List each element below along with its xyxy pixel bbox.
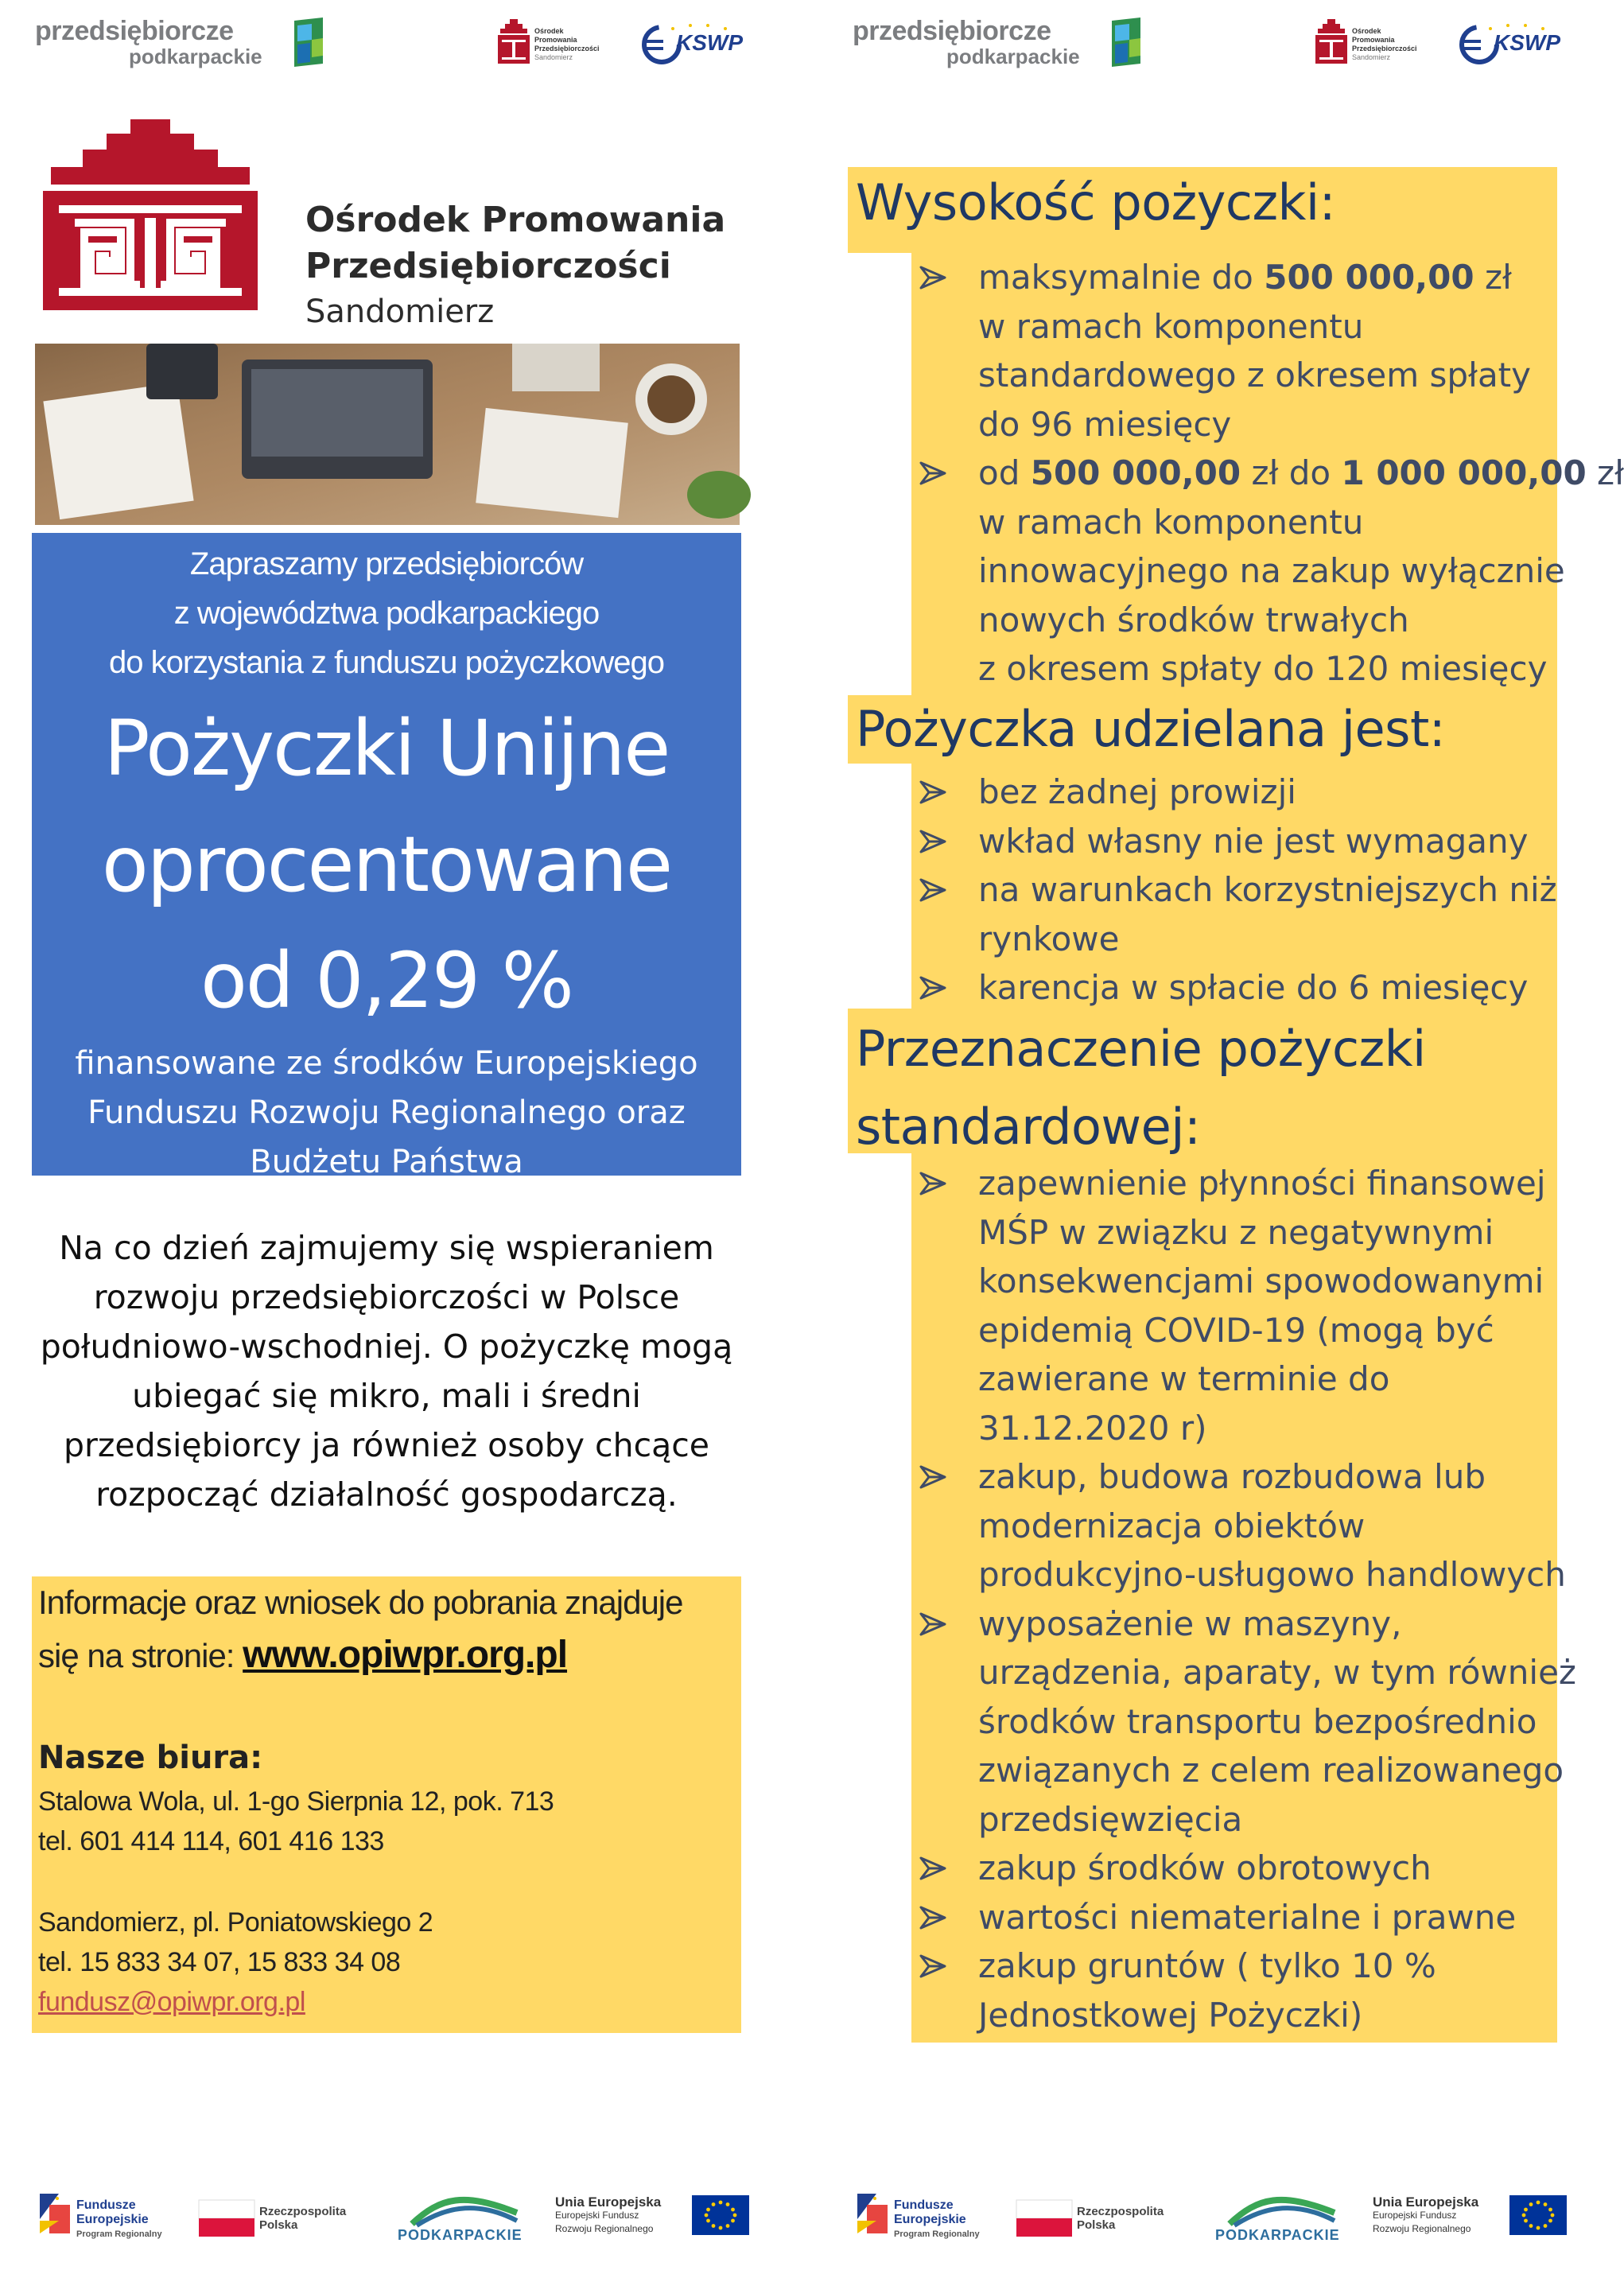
list-item <box>913 1306 1576 1355</box>
list-text: maksymalnie do <box>978 258 1265 297</box>
fundusze-europejskie-icon <box>853 2189 891 2237</box>
financing-line: Funduszu Rozwoju Regionalnego oraz <box>87 1094 686 1131</box>
list-text: zł do <box>1241 453 1342 492</box>
list-item <box>913 1550 1576 1600</box>
opp-emblem-icon <box>43 119 258 310</box>
list-text: nowych środków trwałych <box>978 600 1409 639</box>
list-text: Jednostkowej Pożyczki) <box>978 1995 1363 2035</box>
terms-list <box>913 768 1557 1013</box>
list-item <box>913 963 1557 1013</box>
contact-box <box>32 1576 741 2033</box>
rp-label: Polska <box>259 2218 298 2232</box>
arrow-bullet-icon <box>919 1844 956 1892</box>
arrow-bullet-icon <box>919 253 956 301</box>
opp-small-label: Sandomierz <box>1352 53 1391 61</box>
list-text: standardowego z okresem spłaty <box>978 356 1532 395</box>
list-item <box>913 1844 1576 1893</box>
kswp-text: KSWP <box>676 30 743 55</box>
list-item <box>913 302 1624 352</box>
purpose-list <box>913 1159 1576 2039</box>
list-item <box>913 1355 1576 1404</box>
about-line: rozwoju przedsiębiorczości w Polsce <box>93 1278 680 1316</box>
list-text: zakup środków obrotowych <box>978 1848 1432 1887</box>
ue-label: Unia Europejska <box>1373 2194 1479 2210</box>
list-text: 500 000,00 <box>1264 258 1474 297</box>
fe-label: Europejskie <box>76 2213 149 2226</box>
headline-line: od 0,29 % <box>200 936 573 1025</box>
list-item <box>913 253 1624 302</box>
info-line-1: Informacje oraz wniosek do pobrania znajduje <box>38 1584 683 1621</box>
arrow-bullet-icon <box>919 449 956 497</box>
list-item <box>913 1746 1576 1795</box>
office-2-address: Sandomierz, pl. Poniatowskiego 2 <box>38 1907 433 1938</box>
list-text: rynkowe <box>978 919 1120 958</box>
footer-logos <box>853 2189 1568 2260</box>
opp-small-label: Ośrodek Promowania <box>534 27 577 44</box>
brand-line-2: podkarpackie <box>129 45 262 68</box>
list-item <box>913 1942 1576 1991</box>
podkarpackie-text: PODKARPACKIE <box>398 2227 523 2243</box>
about-line: południowo-wschodniej. O pożyczkę mogą <box>40 1327 733 1366</box>
intro-text <box>32 539 741 687</box>
list-text: konsekwencjami spowodowanymi <box>978 1261 1544 1300</box>
list-text: zawierane w terminie do <box>978 1359 1390 1398</box>
opp-name-line-3: Sandomierz <box>305 293 495 330</box>
ue-label: Europejski Fundusz <box>1373 2210 1457 2221</box>
list-text: zł <box>1586 453 1624 492</box>
footer-logos <box>35 2189 751 2260</box>
promo-banner <box>32 533 741 1180</box>
list-text: bez żadnej prowizji <box>978 772 1296 811</box>
section-heading-purpose-1: Przeznaczenie pożyczki <box>856 1020 1426 1078</box>
list-item <box>913 1697 1576 1747</box>
list-item <box>913 817 1557 866</box>
fe-label: Program Regionalny <box>894 2229 980 2239</box>
section-heading-terms: Pożyczka udzielana jest: <box>856 700 1446 758</box>
list-item <box>913 351 1624 400</box>
list-item <box>913 1991 1576 2040</box>
opp-small-label: Przedsiębiorczości <box>1352 45 1417 52</box>
website-link[interactable]: www.opiwpr.org.pl <box>243 1634 568 1676</box>
list-text: na warunkach korzystniejszych niż <box>978 870 1557 909</box>
intro-line: do korzystania z funduszu pożyczkowego <box>109 645 664 680</box>
about-line: przedsiębiorcy ja również osoby chcące <box>63 1426 709 1464</box>
list-text: środków transportu bezpośrednio <box>978 1701 1537 1741</box>
list-item <box>913 1159 1576 1208</box>
list-item <box>913 1404 1576 1453</box>
opp-small-emblem-icon <box>498 19 530 65</box>
list-text: w ramach komponentu <box>978 306 1364 346</box>
arrow-bullet-icon <box>919 817 956 865</box>
rp-label: Rzeczpospolita <box>259 2205 347 2218</box>
list-text: innowacyjnego na zakup wyłącznie <box>978 551 1565 590</box>
brand-leaf-icon <box>1109 17 1144 67</box>
podkarpackie-mountains-icon <box>409 2189 520 2227</box>
about-paragraph <box>32 1223 741 1519</box>
list-text: produkcyjno-usługowo handlowych <box>978 1555 1566 1594</box>
brand-line-1: przedsiębiorcze <box>35 16 234 46</box>
list-text: zł <box>1474 258 1512 297</box>
list-text: 500 000,00 <box>1030 453 1241 492</box>
arrow-bullet-icon <box>919 1600 956 1648</box>
opp-name-line-1: Ośrodek Promowania <box>305 200 726 240</box>
list-text: zapewnienie płynności finansowej <box>978 1164 1546 1203</box>
fe-label: Europejskie <box>894 2213 966 2226</box>
kswp-logo <box>641 22 744 70</box>
list-item <box>913 644 1624 694</box>
list-text: zakup gruntów ( tylko 10 % <box>978 1946 1436 1985</box>
arrow-bullet-icon <box>919 963 956 1012</box>
office-1-address: Stalowa Wola, ul. 1-go Sierpnia 12, pok. 713 <box>38 1786 554 1817</box>
brand-leaf-icon <box>291 17 326 67</box>
list-text: modernizacja obiektów <box>978 1506 1366 1545</box>
section-heading-purpose-2: standardowej: <box>856 1098 1201 1156</box>
list-item <box>913 1893 1576 1942</box>
list-item <box>913 768 1557 817</box>
list-text: urządzenia, aparaty, w tym również <box>978 1653 1576 1692</box>
list-item <box>913 1795 1576 1844</box>
section-heading-amount: Wysokość pożyczki: <box>856 173 1336 231</box>
polish-flag-icon <box>1016 2200 1072 2237</box>
about-line: ubiegać się mikro, mali i średni <box>132 1377 641 1415</box>
arrow-bullet-icon <box>919 1452 956 1501</box>
eu-flag-icon <box>692 2195 749 2235</box>
rp-label: Polska <box>1077 2218 1116 2232</box>
list-item <box>913 546 1624 596</box>
list-text: epidemią COVID-19 (mogą być <box>978 1310 1494 1350</box>
list-item <box>913 1648 1576 1697</box>
ue-label: Europejski Fundusz <box>555 2210 639 2221</box>
ue-label: Unia Europejska <box>555 2194 662 2210</box>
amount-list <box>913 253 1624 694</box>
list-item <box>913 596 1624 645</box>
list-item <box>913 1600 1576 1649</box>
list-text: karencja w spłacie do 6 miesięcy <box>978 968 1529 1007</box>
list-text: z okresem spłaty do 120 miesięcy <box>978 649 1548 688</box>
arrow-bullet-icon <box>919 1159 956 1207</box>
intro-line: z województwa podkarpackiego <box>173 596 600 631</box>
list-item <box>913 1208 1576 1258</box>
kswp-text: KSWP <box>1494 30 1560 55</box>
office-2-phone: tel. 15 833 34 07, 15 833 34 08 <box>38 1947 401 1977</box>
office-1-phone: tel. 601 414 114, 601 416 133 <box>38 1826 384 1856</box>
arrow-bullet-icon <box>919 865 956 914</box>
arrow-bullet-icon <box>919 768 956 816</box>
info-line-2: się na stronie: <box>38 1637 243 1674</box>
list-item <box>913 1502 1576 1551</box>
opp-small-label: Przedsiębiorczości <box>534 45 600 52</box>
list-item <box>913 1452 1576 1502</box>
list-item <box>913 865 1557 915</box>
financing-line: finansowane ze środków Europejskiego <box>75 1045 698 1082</box>
fe-label: Program Regionalny <box>76 2229 162 2239</box>
headline-line: oprocentowane <box>101 820 672 909</box>
brand-line-2: podkarpackie <box>946 45 1080 68</box>
arrow-bullet-icon <box>919 1942 956 1990</box>
list-text: do 96 miesięcy <box>978 404 1232 444</box>
about-line: Na co dzień zajmujemy się wspieraniem <box>59 1229 714 1267</box>
opp-logo-small <box>1315 19 1417 67</box>
office-desk-photo <box>35 344 740 525</box>
offices-title: Nasze biura: <box>38 1740 263 1776</box>
ue-label: Rozwoju Regionalnego <box>555 2223 654 2234</box>
headline <box>32 690 741 1039</box>
list-text: w ramach komponentu <box>978 502 1364 542</box>
opp-small-label: Sandomierz <box>534 53 573 61</box>
eu-flag-icon <box>1509 2195 1567 2235</box>
list-text: wyposażenie w maszyny, <box>978 1603 1402 1643</box>
list-text: MŚP w związku z negatywnymi <box>978 1212 1494 1252</box>
intro-line: Zapraszamy przedsiębiorców <box>189 546 584 581</box>
przedsiebiorcze-logo <box>35 17 262 67</box>
financing-text <box>32 1039 741 1187</box>
podkarpackie-text: PODKARPACKIE <box>1215 2227 1340 2243</box>
opp-logo-big <box>43 119 258 313</box>
about-line: rozpocząć działalność gospodarczą. <box>95 1475 678 1514</box>
fe-label: Fundusze <box>76 2198 136 2212</box>
rp-label: Rzeczpospolita <box>1077 2205 1164 2218</box>
opp-small-label: Ośrodek Promowania <box>1352 27 1395 44</box>
list-text: wkład własny nie jest wymagany <box>978 821 1529 861</box>
list-text: związanych z celem realizowanego <box>978 1751 1564 1790</box>
info-text <box>38 1576 683 1682</box>
arrow-bullet-icon <box>919 1893 956 1942</box>
opp-small-emblem-icon <box>1315 19 1347 65</box>
headline-line: Pożyczki Unijne <box>103 704 670 793</box>
list-text: przedsięwzięcia <box>978 1799 1243 1839</box>
fe-label: Fundusze <box>894 2198 954 2212</box>
list-text: wartości niematerialne i prawne <box>978 1897 1517 1937</box>
list-text: 1 000 000,00 <box>1341 453 1587 492</box>
list-item <box>913 400 1624 449</box>
list-text: od <box>978 453 1031 492</box>
polish-flag-icon <box>199 2200 254 2237</box>
opp-logo-small <box>498 19 600 67</box>
financing-line: Budżetu Państwa <box>250 1144 523 1180</box>
list-item <box>913 498 1624 547</box>
list-item <box>913 1257 1576 1306</box>
podkarpackie-mountains-icon <box>1226 2189 1338 2227</box>
ue-label: Rozwoju Regionalnego <box>1373 2223 1471 2234</box>
opp-name-line-2: Przedsiębiorczości <box>305 246 671 286</box>
list-text: zakup, budowa rozbudowa lub <box>978 1457 1486 1496</box>
kswp-logo <box>1459 22 1562 70</box>
list-item <box>913 915 1557 964</box>
fundusze-europejskie-icon <box>35 2189 73 2237</box>
opp-name <box>305 197 725 334</box>
list-item <box>913 449 1624 498</box>
przedsiebiorcze-logo <box>853 17 1080 67</box>
list-text: 31.12.2020 r) <box>978 1408 1207 1448</box>
brand-line-1: przedsiębiorcze <box>853 16 1051 46</box>
email-link[interactable]: fundusz@opiwpr.org.pl <box>38 1987 305 2017</box>
